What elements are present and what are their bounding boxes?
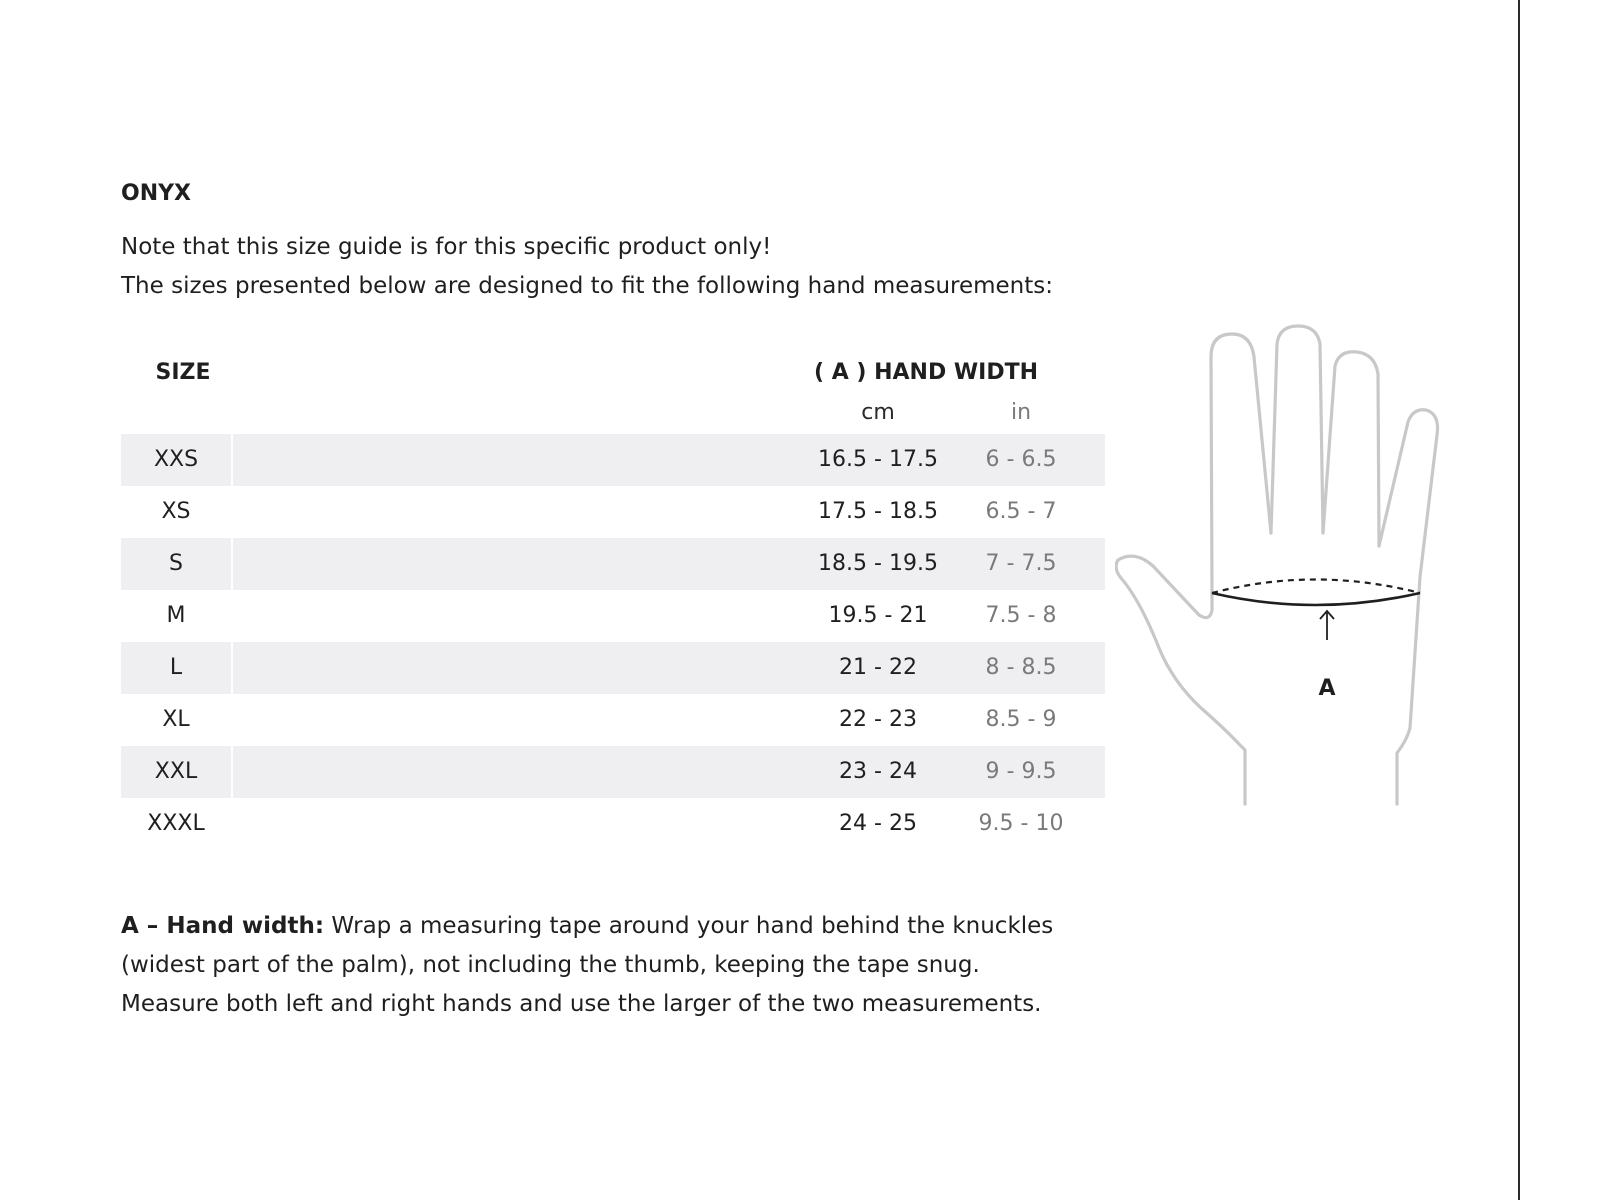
table-row — [121, 590, 1105, 642]
in-cell: 6.5 - 7 — [985, 499, 1057, 524]
in-cell: 7.5 - 8 — [985, 603, 1057, 628]
in-cell: 9 - 9.5 — [985, 759, 1057, 784]
in-cell: 9.5 - 10 — [978, 811, 1064, 836]
size-cell: XXS — [121, 434, 231, 486]
table-row — [121, 486, 1105, 538]
in-cell: 6 - 6.5 — [985, 447, 1057, 472]
hand-measurement-diagram — [1115, 310, 1485, 810]
size-rows — [121, 434, 1105, 850]
cm-cell: 19.5 - 21 — [828, 603, 928, 628]
cm-cell: 22 - 23 — [839, 707, 917, 732]
instructions-line-3: Measure both left and right hands and use the larger of the two measurements. — [121, 991, 1042, 1017]
size-column-header: SIZE — [155, 360, 211, 385]
unit-in-header: in — [1010, 400, 1032, 425]
intro-line-2: The sizes presented below are designed to fit the following hand measurements: — [121, 273, 1054, 299]
table-row — [121, 694, 1105, 746]
cm-cell: 24 - 25 — [839, 811, 917, 836]
cm-cell: 18.5 - 19.5 — [818, 551, 938, 576]
intro-text — [121, 228, 1053, 306]
instructions-line-1 — [121, 907, 1053, 946]
size-cell: XXL — [121, 746, 231, 798]
cm-cell: 16.5 - 17.5 — [818, 447, 938, 472]
in-cell: 7 - 7.5 — [985, 551, 1057, 576]
instructions-label: A – Hand width: — [121, 913, 325, 939]
hand-width-column-header: ( A ) HAND WIDTH — [814, 360, 1039, 385]
table-row — [121, 746, 1105, 798]
cm-cell: 23 - 24 — [839, 759, 917, 784]
table-row — [121, 798, 1105, 850]
unit-cm-header: cm — [861, 400, 895, 425]
diagram-label-a: A — [1318, 676, 1336, 701]
in-cell: 8.5 - 9 — [985, 707, 1057, 732]
size-cell: XS — [161, 499, 191, 524]
size-cell: S — [121, 538, 231, 590]
table-row — [121, 434, 1105, 486]
table-row — [121, 642, 1105, 694]
size-cell: L — [121, 642, 231, 694]
product-title: ONYX — [121, 181, 192, 206]
table-row — [121, 538, 1105, 590]
cm-cell: 17.5 - 18.5 — [818, 499, 938, 524]
size-cell: M — [166, 603, 186, 628]
hand-outline-icon — [1115, 310, 1485, 810]
instructions-line-2: (widest part of the palm), not including the thumb, keeping the tape snug. — [121, 952, 980, 978]
size-cell: XL — [162, 707, 190, 732]
size-cell: XXXL — [147, 811, 205, 836]
intro-line-1: Note that this size guide is for this specific product only! — [121, 234, 772, 260]
in-cell: 8 - 8.5 — [985, 655, 1057, 680]
cm-cell: 21 - 22 — [839, 655, 917, 680]
instructions-line-1-text: Wrap a measuring tape around your hand behind the knuckles — [324, 913, 1054, 939]
measurement-instructions — [121, 907, 1053, 1024]
page-edge-divider — [1518, 0, 1520, 1200]
